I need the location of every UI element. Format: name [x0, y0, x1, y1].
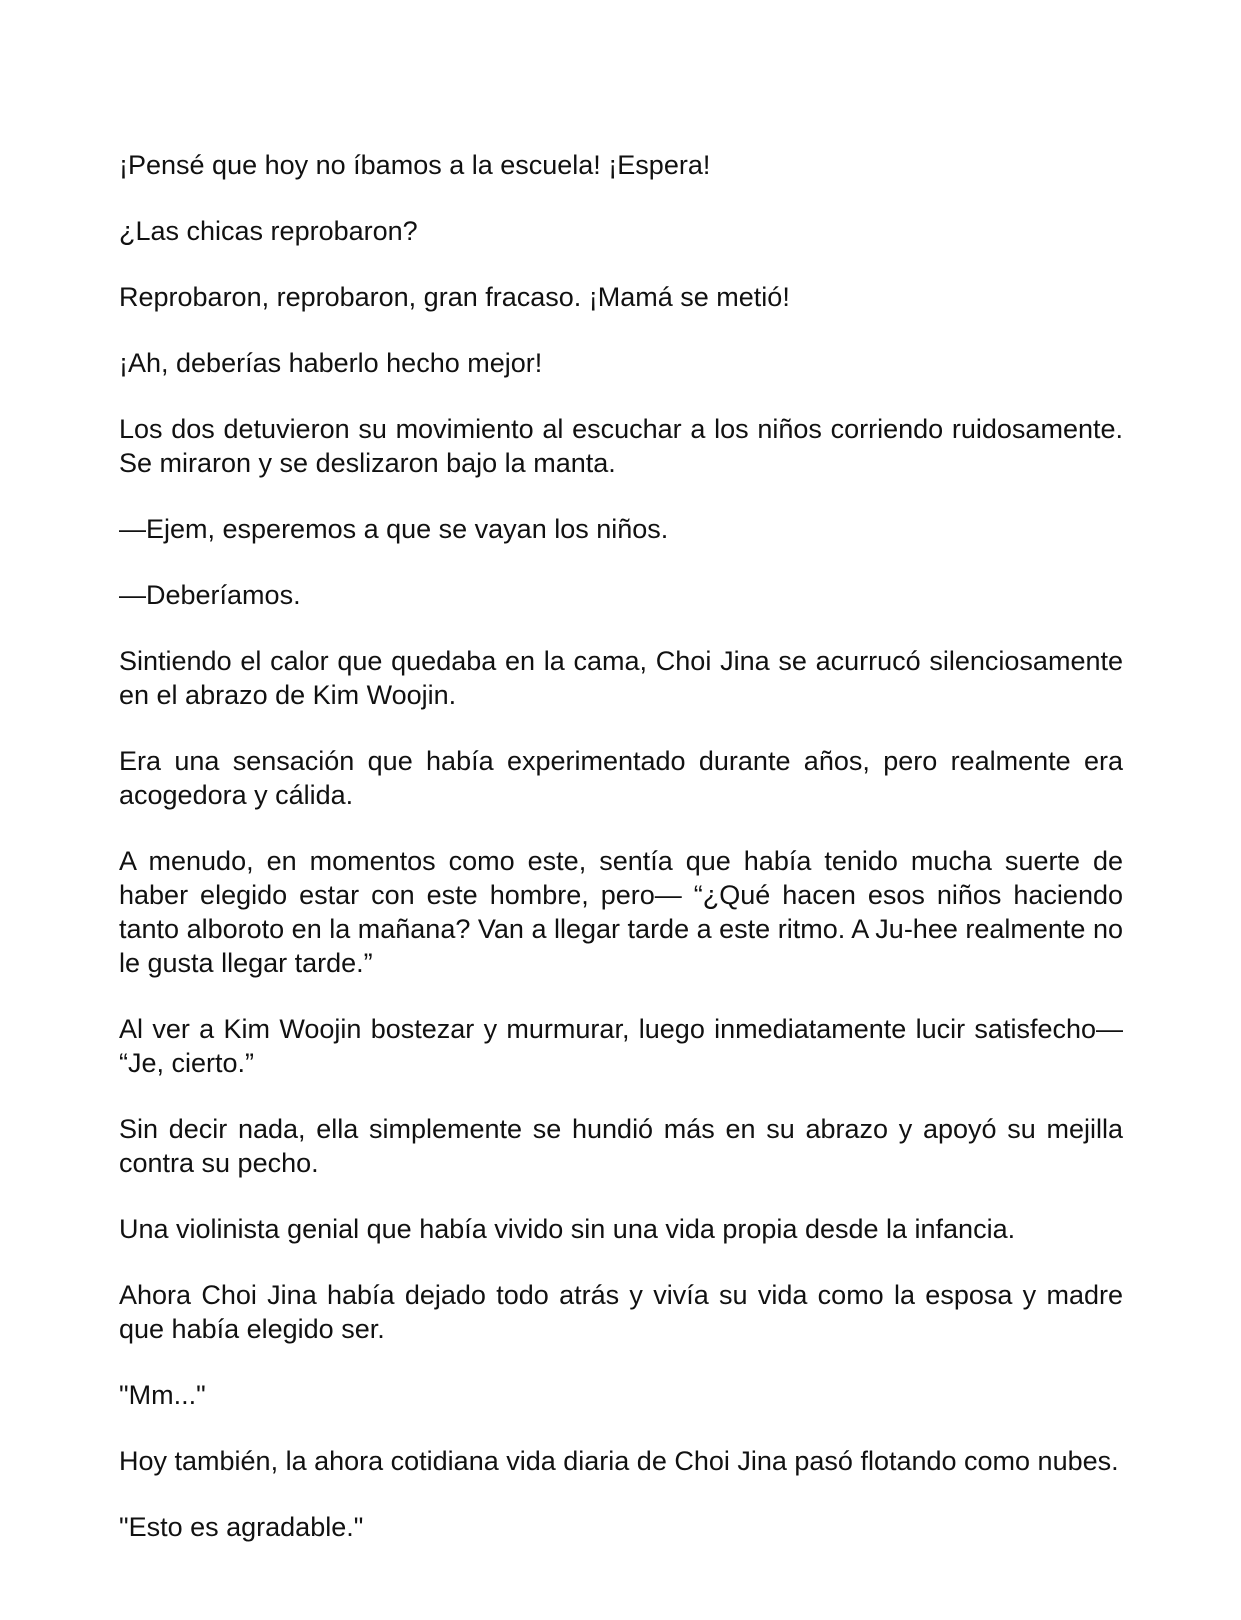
paragraph: Al ver a Kim Woojin bostezar y murmurar, luego inmediatamente lucir satisfecho— “Je, cierto.” [119, 1014, 1123, 1078]
paragraph: Ahora Choi Jina había dejado todo atrás y vivía su vida como la esposa y madre que había elegido ser. [119, 1280, 1123, 1344]
paragraph: Una violinista genial que había vivido sin una vida propia desde la infancia. [119, 1214, 1016, 1244]
paragraph: Sin decir nada, ella simplemente se hundió más en su abrazo y apoyó su mejilla contra su pecho. [119, 1114, 1123, 1178]
paragraph: ¡Pensé que hoy no íbamos a la escuela! ¡Espera! [119, 150, 711, 180]
paragraph: "Mm..." [119, 1380, 206, 1410]
paragraph: ¡Ah, deberías haberlo hecho mejor! [119, 348, 543, 378]
paragraph: —Ejem, esperemos a que se vayan los niños. [119, 514, 669, 544]
paragraph: Los dos detuvieron su movimiento al escuchar a los niños corriendo ruidosamente. Se miraron y se deslizaron bajo la manta. [119, 414, 1123, 478]
paragraph: ¿Las chicas reprobaron? [119, 216, 418, 246]
paragraph: Hoy también, la ahora cotidiana vida diaria de Choi Jina pasó flotando como nubes. [119, 1446, 1119, 1476]
paragraph: Sintiendo el calor que quedaba en la cama, Choi Jina se acurrucó silenciosamente en el abrazo de Kim Woojin. [119, 646, 1123, 710]
paragraph: A menudo, en momentos como este, sentía que había tenido mucha suerte de haber elegido estar con este hombre, pero— “¿Qué hacen esos niños haciendo tanto alboroto en la mañana? Van a llegar tarde a este ritmo. A Ju-hee realmente no le gusta llegar tarde.” [119, 846, 1123, 978]
paragraph: Era una sensación que había experimentado durante años, pero realmente era acogedora y cálida. [119, 746, 1123, 810]
document-page [119, 148, 1123, 1576]
paragraph: —Deberíamos. [119, 580, 301, 610]
paragraph: Reprobaron, reprobaron, gran fracaso. ¡Mamá se metió! [119, 282, 790, 312]
paragraph: "Esto es agradable." [119, 1512, 364, 1542]
